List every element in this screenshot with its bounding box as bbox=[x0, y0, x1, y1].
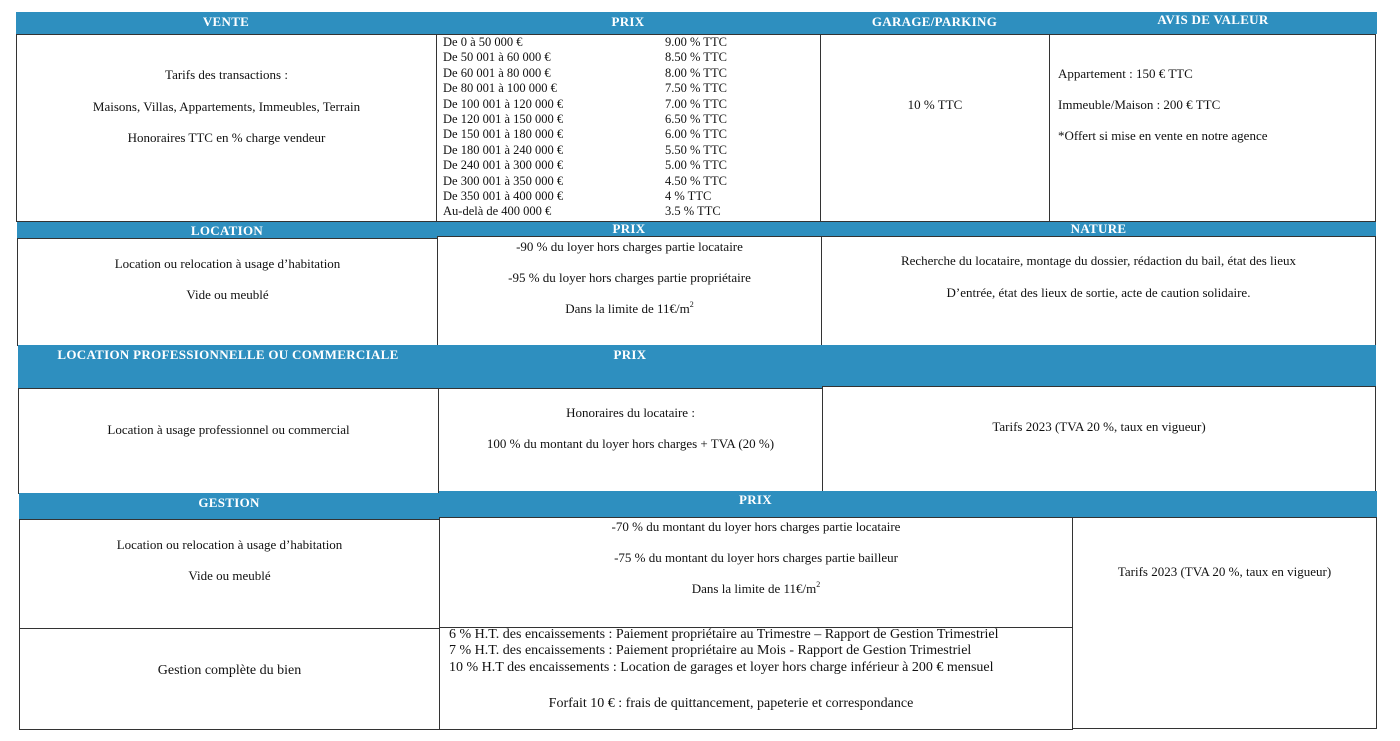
location-prix-line-3: Dans la limite de $11€/m^2$ bbox=[565, 300, 694, 316]
gestion-tarifs-cell bbox=[1072, 517, 1377, 729]
gestion-prix-cell bbox=[439, 517, 1073, 628]
nature-line-1: Recherche du locataire, montage du dossier, rédaction du bail, état des lieux bbox=[900, 253, 1297, 268]
price-row bbox=[443, 81, 820, 97]
gestion-forfait: Forfait 10 € : frais de quittancement, papeterie et correspondance bbox=[548, 696, 914, 711]
gestion-complete-line-3: 10 % H.T des encaissements : Location de garages et loyer hors charge inférieur à 200 € mensuel bbox=[449, 660, 994, 675]
price-rate: 8.00 % TTC bbox=[665, 65, 727, 80]
price-rate: 6.50 % TTC bbox=[665, 112, 727, 126]
price-rate: 7.50 % TTC bbox=[665, 81, 727, 96]
price-rate: 4.50 % TTC bbox=[665, 173, 727, 188]
header-location: LOCATION bbox=[17, 222, 437, 238]
pro-prix-line-2: 100 % du montant du loyer hors charges + TVA (20 %) bbox=[486, 436, 775, 451]
price-range: De 120 001 à 150 000 € bbox=[443, 112, 564, 126]
garage-rate: 10 % TTC bbox=[907, 97, 963, 112]
gestion-complete-line-2: 7 % H.T. des encaissements : Paiement propriétaire au Mois - Rapport de Gestion Trimestriel bbox=[449, 643, 972, 658]
price-rate: 6.00 % TTC bbox=[665, 127, 727, 142]
header-location-pro-label: LOCATION PROFESSIONNELLE OU COMMERCIALE bbox=[57, 347, 399, 362]
pro-prix-line-1: Honoraires du locataire : bbox=[566, 405, 695, 420]
header-location-prix: PRIX bbox=[437, 222, 821, 236]
location-prix-line-1: -90 % du loyer hors charges partie locataire bbox=[516, 239, 743, 254]
price-row bbox=[443, 35, 820, 51]
location-description-cell bbox=[17, 238, 438, 346]
pro-tarifs-cell bbox=[822, 386, 1376, 492]
price-range: Au-delà de 400 000 € bbox=[443, 204, 552, 219]
price-range: De 150 001 à 180 000 € bbox=[443, 127, 564, 142]
avis-immeuble: Immeuble/Maison : 200 € TTC bbox=[1058, 97, 1221, 112]
price-row bbox=[443, 97, 820, 113]
avis-cell bbox=[1049, 34, 1376, 222]
price-range: De 80 001 à 100 000 € bbox=[443, 81, 557, 96]
vente-desc-line-1: Tarifs des transactions : bbox=[165, 67, 288, 82]
price-rate: 7.00 % TTC bbox=[665, 96, 727, 111]
price-range: De 350 001 à 400 000 € bbox=[443, 189, 564, 203]
pro-desc: Location à usage professionnel ou commercial bbox=[107, 422, 350, 437]
header-garage-parking: GARAGE/PARKING bbox=[820, 12, 1049, 34]
price-range: De 50 001 à 60 000 € bbox=[443, 50, 551, 65]
price-rate: 4 % TTC bbox=[665, 189, 712, 203]
gestion-prix-line-3: Dans la limite de $11€/m^2$ bbox=[691, 580, 821, 596]
header-location-pro bbox=[18, 345, 438, 389]
gestion-prix-line-2: -75 % du montant du loyer hors charges partie bailleur bbox=[614, 550, 898, 565]
header-pro-prix-label: PRIX bbox=[613, 347, 647, 362]
price-range: De 60 001 à 80 000 € bbox=[443, 65, 551, 80]
vente-description-cell bbox=[16, 34, 437, 222]
gestion-desc-line-1: Location ou relocation à usage d’habitation bbox=[116, 537, 343, 552]
price-range: De 300 001 à 350 000 € bbox=[443, 173, 564, 188]
pro-tarifs: Tarifs 2023 (TVA 20 %, taux en vigueur) bbox=[992, 419, 1206, 434]
header-pro-blank bbox=[822, 345, 1376, 387]
garage-cell bbox=[820, 34, 1050, 222]
header-nature: NATURE bbox=[821, 222, 1376, 236]
price-row bbox=[443, 112, 820, 128]
price-rate: 5.00 % TTC bbox=[665, 158, 727, 173]
header-vente-prix: PRIX bbox=[436, 12, 820, 34]
gestion-complete-label-cell bbox=[19, 628, 440, 730]
price-rate: 3.5 % TTC bbox=[665, 204, 721, 219]
gestion-desc-line-2: Vide ou meublé bbox=[188, 568, 271, 583]
price-row bbox=[443, 174, 820, 190]
gestion-complete-cell bbox=[439, 627, 1073, 730]
price-range: De 240 001 à 300 000 € bbox=[443, 158, 564, 173]
vente-desc-line-3: Honoraires TTC en % charge vendeur bbox=[127, 130, 326, 145]
price-row bbox=[443, 143, 820, 159]
price-row bbox=[443, 204, 820, 220]
price-range: De 100 001 à 120 000 € bbox=[443, 96, 564, 111]
price-row bbox=[443, 127, 820, 143]
gestion-description-cell bbox=[19, 519, 440, 629]
price-rate: 5.50 % TTC bbox=[665, 142, 727, 157]
pro-prix-cell bbox=[438, 388, 823, 494]
pro-description-cell bbox=[18, 388, 439, 494]
price-row bbox=[443, 50, 820, 66]
price-row bbox=[443, 158, 820, 174]
vente-desc-line-2: Maisons, Villas, Appartements, Immeubles, Terrain bbox=[92, 99, 361, 114]
gestion-complete-line-1: 6 % H.T. des encaissements : Paiement propriétaire au Trimestre – Rapport de Gestion Trimestriel bbox=[449, 627, 999, 642]
header-gestion: GESTION bbox=[19, 493, 439, 519]
price-rate: 8.50 % TTC bbox=[665, 50, 727, 65]
header-avis-de-valeur: AVIS DE VALEUR bbox=[1049, 12, 1377, 34]
price-range: De 0 à 50 000 € bbox=[443, 35, 523, 49]
price-row bbox=[443, 66, 820, 82]
location-prix-cell bbox=[437, 236, 822, 346]
location-desc-line-2: Vide ou meublé bbox=[186, 287, 269, 302]
avis-appartement: Appartement : 150 € TTC bbox=[1058, 66, 1193, 81]
price-row bbox=[443, 189, 820, 205]
gestion-prix-line-1: -70 % du montant du loyer hors charges partie locataire bbox=[611, 519, 901, 534]
location-desc-line-1: Location ou relocation à usage d’habitation bbox=[114, 256, 341, 271]
gestion-tarifs: Tarifs 2023 (TVA 20 %, taux en vigueur) bbox=[1117, 564, 1332, 579]
header-vente: VENTE bbox=[16, 12, 436, 34]
vente-prix-cell bbox=[436, 34, 821, 222]
header-gestion-blank bbox=[1072, 491, 1377, 517]
header-pro-prix bbox=[438, 345, 822, 389]
price-range: De 180 001 à 240 000 € bbox=[443, 142, 564, 157]
gestion-complete-label: Gestion complète du bien bbox=[157, 663, 302, 678]
nature-line-2: D’entrée, état des lieux de sortie, acte de caution solidaire. bbox=[946, 285, 1251, 300]
price-rate: 9.00 % TTC bbox=[665, 35, 727, 49]
header-gestion-prix: PRIX bbox=[439, 491, 1072, 517]
nature-cell bbox=[821, 236, 1376, 346]
avis-offert: *Offert si mise en vente en notre agence bbox=[1058, 128, 1268, 143]
location-prix-line-2: -95 % du loyer hors charges partie propriétaire bbox=[508, 270, 751, 285]
